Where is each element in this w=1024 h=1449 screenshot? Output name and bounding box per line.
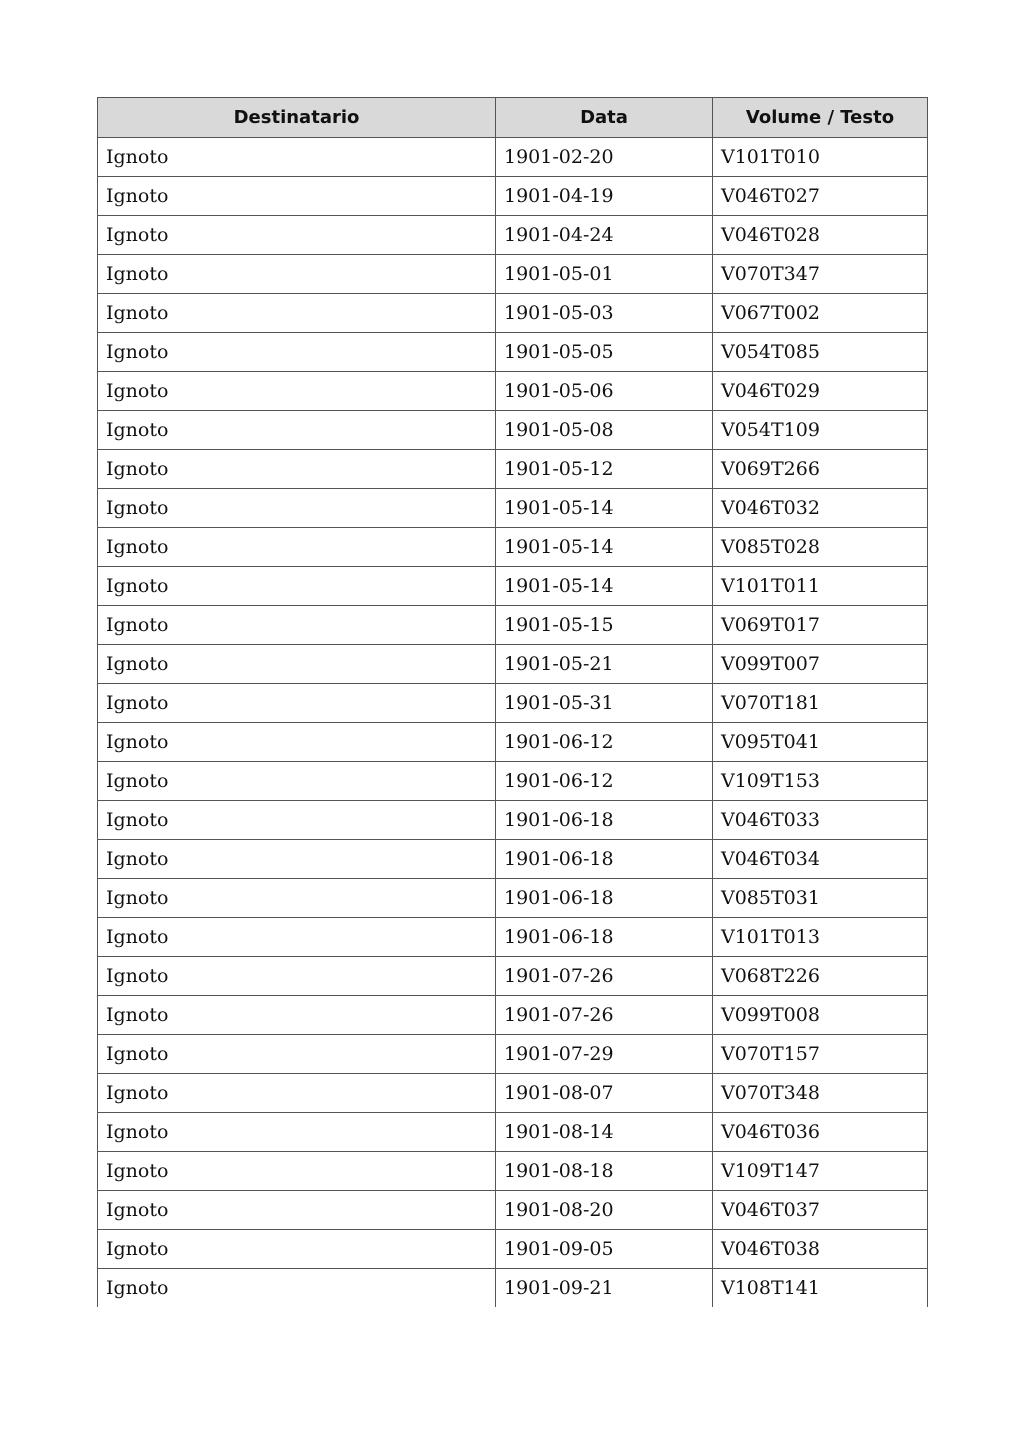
cell-destinatario: Ignoto [98,255,496,294]
cell-destinatario: Ignoto [98,489,496,528]
cell-data: 1901-05-06 [496,372,713,411]
cell-volume-testo: V099T008 [713,996,928,1035]
table-header [98,98,928,138]
cell-destinatario: Ignoto [98,1191,496,1230]
table-row [98,1269,928,1308]
cell-volume-testo: V054T109 [713,411,928,450]
cell-volume-testo: V046T028 [713,216,928,255]
table-row [98,411,928,450]
table-row [98,801,928,840]
cell-volume-testo: V109T147 [713,1152,928,1191]
table-row [98,333,928,372]
cell-volume-testo: V046T029 [713,372,928,411]
cell-destinatario: Ignoto [98,528,496,567]
cell-volume-testo: V070T157 [713,1035,928,1074]
cell-data: 1901-02-20 [496,138,713,177]
table-row [98,489,928,528]
cell-data: 1901-09-21 [496,1269,713,1308]
cell-volume-testo: V068T226 [713,957,928,996]
cell-data: 1901-08-20 [496,1191,713,1230]
cell-data: 1901-08-18 [496,1152,713,1191]
cell-data: 1901-05-15 [496,606,713,645]
cell-destinatario: Ignoto [98,372,496,411]
table-row [98,294,928,333]
table-row [98,450,928,489]
header-volume-testo: Volume / Testo [713,98,928,138]
table-row [98,1035,928,1074]
cell-data: 1901-05-05 [496,333,713,372]
table-row [98,879,928,918]
cell-volume-testo: V054T085 [713,333,928,372]
cell-volume-testo: V070T181 [713,684,928,723]
letters-table [97,97,928,1307]
cell-data: 1901-06-12 [496,723,713,762]
cell-data: 1901-06-18 [496,879,713,918]
cell-destinatario: Ignoto [98,1230,496,1269]
cell-destinatario: Ignoto [98,216,496,255]
cell-destinatario: Ignoto [98,684,496,723]
table-row [98,606,928,645]
cell-volume-testo: V085T028 [713,528,928,567]
cell-destinatario: Ignoto [98,762,496,801]
cell-destinatario: Ignoto [98,918,496,957]
cell-volume-testo: V046T038 [713,1230,928,1269]
cell-volume-testo: V046T027 [713,177,928,216]
table-row [98,255,928,294]
cell-data: 1901-05-08 [496,411,713,450]
table-row [98,723,928,762]
table-row [98,528,928,567]
cell-data: 1901-05-31 [496,684,713,723]
table-row [98,957,928,996]
cell-destinatario: Ignoto [98,996,496,1035]
cell-destinatario: Ignoto [98,723,496,762]
table-row [98,918,928,957]
table-row [98,567,928,606]
cell-volume-testo: V095T041 [713,723,928,762]
cell-destinatario: Ignoto [98,840,496,879]
table-row [98,762,928,801]
header-destinatario: Destinatario [98,98,496,138]
cell-volume-testo: V046T034 [713,840,928,879]
cell-destinatario: Ignoto [98,801,496,840]
cell-volume-testo: V046T033 [713,801,928,840]
cell-data: 1901-07-26 [496,957,713,996]
table-row [98,216,928,255]
cell-volume-testo: V109T153 [713,762,928,801]
cell-volume-testo: V069T266 [713,450,928,489]
table-row [98,1074,928,1113]
cell-data: 1901-05-14 [496,567,713,606]
cell-destinatario: Ignoto [98,450,496,489]
cell-data: 1901-08-14 [496,1113,713,1152]
cell-destinatario: Ignoto [98,294,496,333]
table-row [98,372,928,411]
cell-data: 1901-06-18 [496,801,713,840]
header-data: Data [496,98,713,138]
cell-destinatario: Ignoto [98,411,496,450]
cell-volume-testo: V108T141 [713,1269,928,1308]
table-row [98,1191,928,1230]
cell-data: 1901-06-12 [496,762,713,801]
cell-data: 1901-04-19 [496,177,713,216]
cell-destinatario: Ignoto [98,1269,496,1308]
cell-volume-testo: V101T011 [713,567,928,606]
cell-data: 1901-07-26 [496,996,713,1035]
cell-data: 1901-04-24 [496,216,713,255]
cell-destinatario: Ignoto [98,879,496,918]
cell-volume-testo: V099T007 [713,645,928,684]
cell-destinatario: Ignoto [98,177,496,216]
table-body [98,138,928,1308]
table-row [98,645,928,684]
cell-destinatario: Ignoto [98,138,496,177]
cell-destinatario: Ignoto [98,1074,496,1113]
table-row [98,1152,928,1191]
cell-volume-testo: V070T348 [713,1074,928,1113]
cell-destinatario: Ignoto [98,957,496,996]
cell-destinatario: Ignoto [98,333,496,372]
table-row [98,138,928,177]
cell-volume-testo: V069T017 [713,606,928,645]
header-row [98,98,928,138]
cell-destinatario: Ignoto [98,1035,496,1074]
cell-volume-testo: V070T347 [713,255,928,294]
cell-destinatario: Ignoto [98,1113,496,1152]
cell-data: 1901-09-05 [496,1230,713,1269]
cell-destinatario: Ignoto [98,567,496,606]
table-row [98,1113,928,1152]
cell-data: 1901-05-21 [496,645,713,684]
cell-destinatario: Ignoto [98,1152,496,1191]
cell-data: 1901-08-07 [496,1074,713,1113]
table-row [98,840,928,879]
cell-data: 1901-05-01 [496,255,713,294]
cell-data: 1901-05-03 [496,294,713,333]
cell-volume-testo: V101T013 [713,918,928,957]
cell-data: 1901-07-29 [496,1035,713,1074]
table-row [98,996,928,1035]
cell-volume-testo: V046T037 [713,1191,928,1230]
table-row [98,684,928,723]
table-row [98,177,928,216]
cell-data: 1901-05-14 [496,528,713,567]
table-row [98,1230,928,1269]
cell-volume-testo: V046T036 [713,1113,928,1152]
cell-data: 1901-06-18 [496,918,713,957]
cell-destinatario: Ignoto [98,606,496,645]
cell-data: 1901-05-12 [496,450,713,489]
cell-volume-testo: V067T002 [713,294,928,333]
cell-destinatario: Ignoto [98,645,496,684]
cell-volume-testo: V046T032 [713,489,928,528]
cell-data: 1901-06-18 [496,840,713,879]
cell-data: 1901-05-14 [496,489,713,528]
cell-volume-testo: V085T031 [713,879,928,918]
cell-volume-testo: V101T010 [713,138,928,177]
